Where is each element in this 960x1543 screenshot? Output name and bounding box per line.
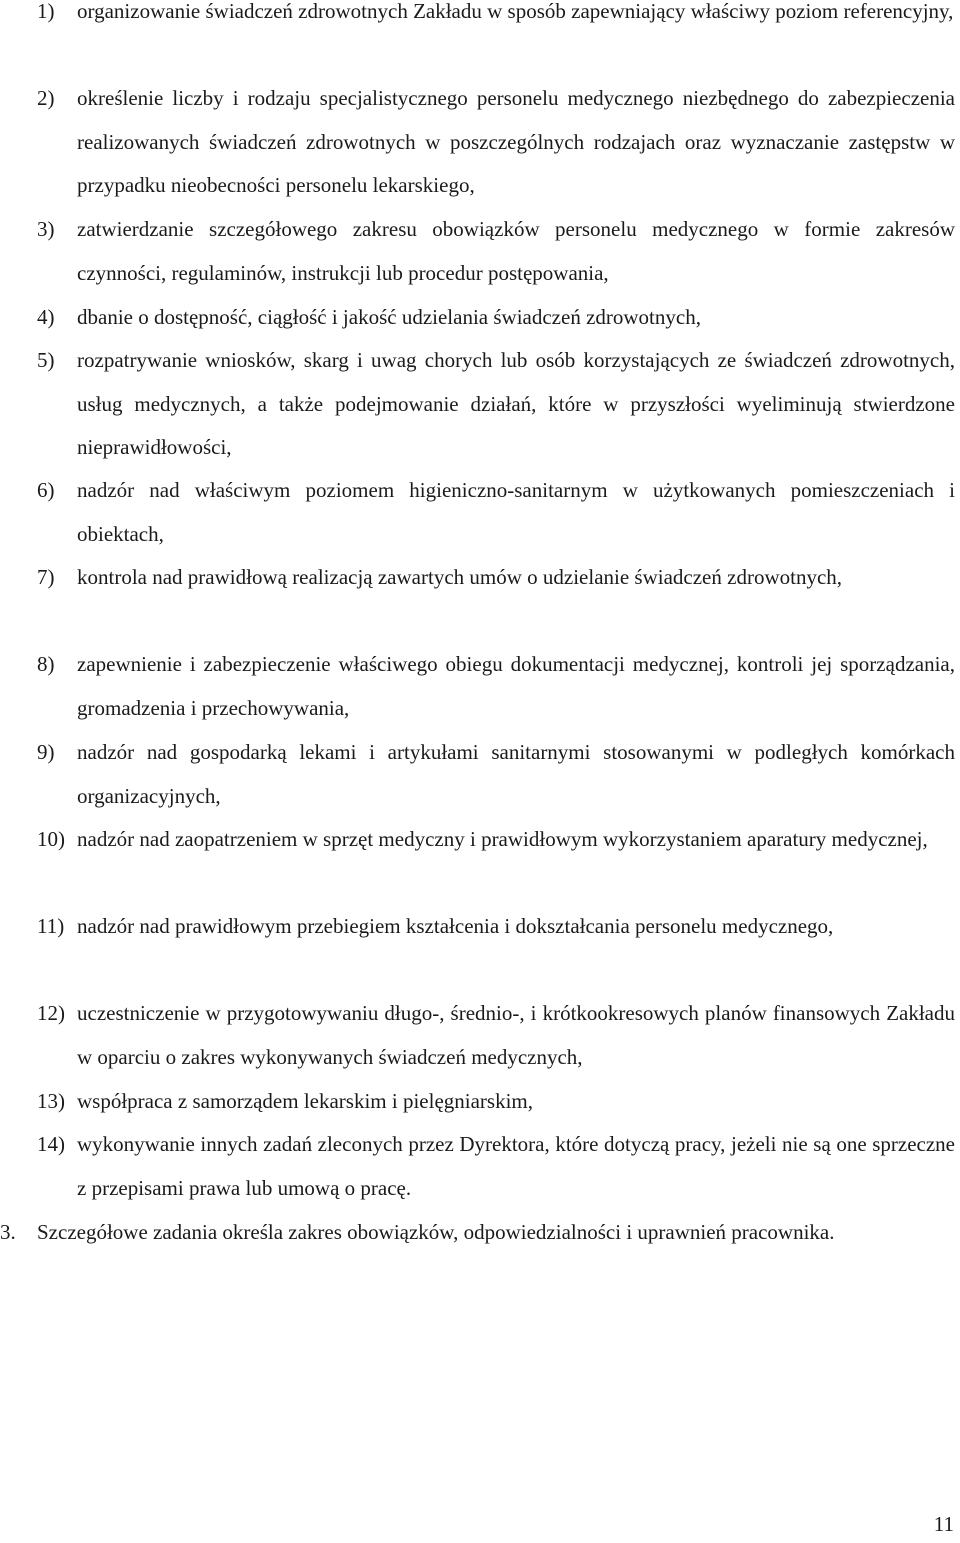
item-number: 12) (37, 1001, 65, 1025)
section-number: 3. (0, 1220, 16, 1244)
list-item (37, 208, 955, 295)
item-text: współpraca z samorządem lekarskim i pielęgniarskim, (77, 1089, 534, 1113)
item-number: 10) (37, 827, 65, 851)
item-text: organizowanie świadczeń zdrowotnych Zakładu w sposób zapewniający właściwy poziom referencyjny, (77, 0, 954, 23)
item-text: nadzór nad właściwym poziomem higieniczno-sanitarnym w użytkowanych pomieszczeniach i obiektach, (77, 478, 955, 546)
list-item (37, 643, 955, 730)
list-item (37, 1080, 955, 1124)
list-item (37, 0, 955, 34)
item-number: 1) (37, 0, 55, 23)
section-text: Szczegółowe zadania określa zakres obowiązków, odpowiedzialności i uprawnień pracownika. (37, 1220, 835, 1244)
list-item (37, 731, 955, 818)
item-text: zatwierdzanie szczegółowego zakresu obowiązków personelu medycznego w formie zakresów czynności, regulaminów, instrukcji lub procedur postępowania, (77, 217, 955, 285)
section-3 (0, 1211, 955, 1255)
item-text: nadzór nad gospodarką lekami i artykułami sanitarnymi stosowanymi w podległych komórkach organizacyjnych, (77, 740, 955, 808)
item-number: 13) (37, 1089, 65, 1113)
list-item (37, 818, 955, 862)
item-text: wykonywanie innych zadań zleconych przez Dyrektora, które dotyczą pracy, jeżeli nie są one sprzeczne z przepisami prawa lub umową o pracę. (77, 1132, 955, 1200)
item-text: dbanie o dostępność, ciągłość i jakość udzielania świadczeń zdrowotnych, (77, 305, 701, 329)
item-number: 11) (37, 914, 65, 938)
item-number: 14) (37, 1132, 65, 1156)
list-item (37, 992, 955, 1079)
list-item (37, 77, 955, 208)
list-item (37, 1123, 955, 1210)
item-number: 5) (37, 348, 55, 372)
item-text: zapewnienie i zabezpieczenie właściwego obiegu dokumentacji medycznej, kontroli jej sporządzania, gromadzenia i przechowywania, (77, 652, 955, 720)
item-number: 3) (37, 217, 55, 241)
item-number: 4) (37, 305, 55, 329)
list-item (37, 296, 955, 340)
item-number: 7) (37, 565, 55, 589)
item-text: nadzór nad prawidłowym przebiegiem kształcenia i dokształcania personelu medycznego, (77, 914, 834, 938)
item-text: kontrola nad prawidłową realizacją zawartych umów o udzielanie świadczeń zdrowotnych, (77, 565, 843, 589)
item-number: 6) (37, 478, 55, 502)
list-item (37, 556, 955, 600)
item-number: 8) (37, 652, 55, 676)
item-number: 9) (37, 740, 55, 764)
page-number: 11 (933, 1512, 954, 1536)
section-paragraph (0, 1211, 955, 1255)
item-text: rozpatrywanie wniosków, skarg i uwag chorych lub osób korzystających ze świadczeń zdrowotnych, usług medycznych, a także podejmowanie działań, które w przyszłości wyeliminują stwierdzone nieprawidłowości, (77, 348, 955, 459)
item-text: nadzór nad zaopatrzeniem w sprzęt medyczny i prawidłowym wykorzystaniem aparatury medycznej, (77, 827, 928, 851)
item-text: uczestniczenie w przygotowywaniu długo-, średnio-, i krótkookresowych planów finansowych Zakładu w oparciu o zakres wykonywanych świadczeń medycznych, (77, 1001, 955, 1069)
list-item (37, 905, 955, 949)
item-number: 2) (37, 86, 55, 110)
list-item (37, 339, 955, 470)
list-item (37, 469, 955, 556)
item-text: określenie liczby i rodzaju specjalistycznego personelu medycznego niezbędnego do zabezpieczenia realizowanych świadczeń zdrowotnych w poszczególnych rodzajach oraz wyznaczanie zastępstw w przypadku nieobecności personelu lekarskiego, (77, 86, 955, 197)
